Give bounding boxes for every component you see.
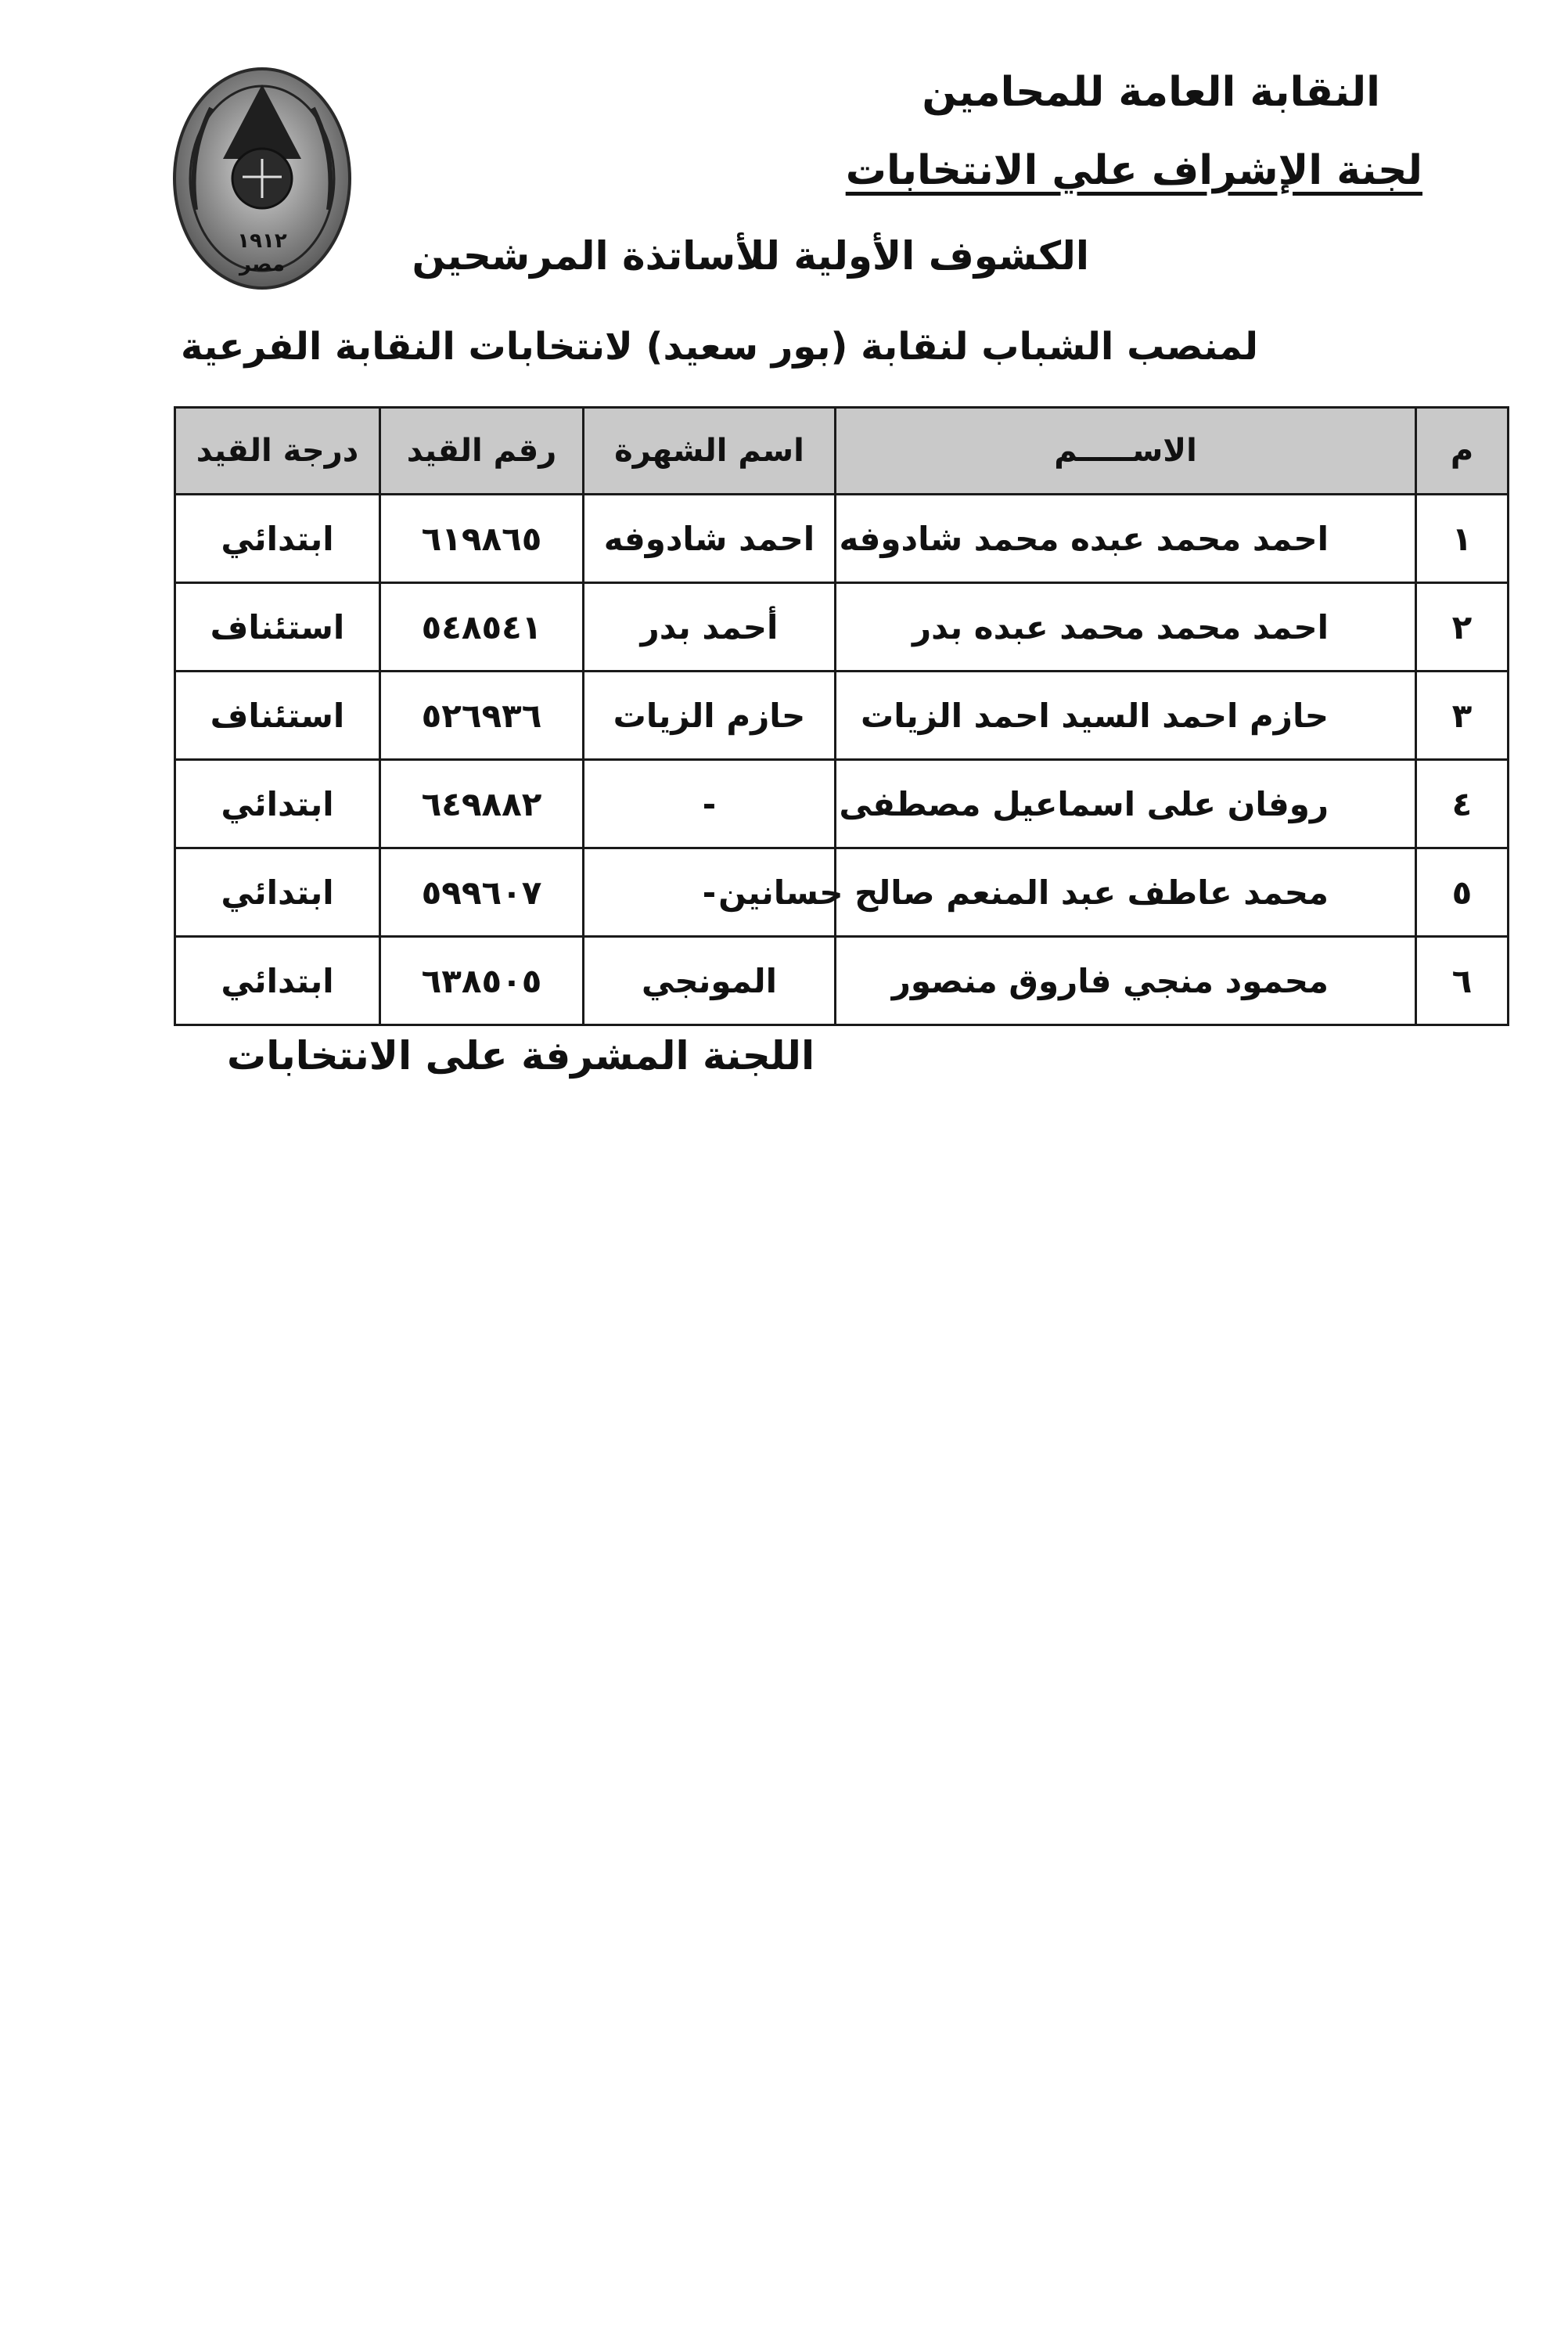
row-index: ٤ [1416, 760, 1509, 848]
supervising-committee-signature: اللجنة المشرفة على الانتخابات [227, 1033, 815, 1079]
row-index: ٢ [1416, 583, 1509, 672]
registration-number: ٦٣٨٥٠٥ [380, 937, 584, 1025]
header-registration-number: رقم القيد [380, 408, 584, 495]
table-row [175, 760, 1509, 848]
registration-degree: ابتدائي [175, 760, 380, 848]
registration-degree: ابتدائي [175, 848, 380, 937]
table-row [175, 937, 1509, 1025]
registration-number: ٥٤٨٥٤١ [380, 583, 584, 672]
registration-number: ٦١٩٨٦٥ [380, 495, 584, 583]
row-index: ١ [1416, 495, 1509, 583]
table-row [175, 583, 1509, 672]
candidate-name: محمد عاطف عبد المنعم صالح حسانين [836, 848, 1416, 937]
table-row [175, 672, 1509, 760]
committee-name: لجنة الإشراف علي الانتخابات [845, 147, 1422, 194]
candidate-nickname: أحمد بدر [584, 583, 836, 672]
header-index: م [1416, 408, 1509, 495]
registration-degree: ابتدائي [175, 937, 380, 1025]
candidate-nickname: - [584, 760, 836, 848]
registration-degree: استئناف [175, 583, 380, 672]
logo-country: مصر [239, 253, 285, 276]
registration-degree: استئناف [175, 672, 380, 760]
header-registration-degree: درجة القيد [175, 408, 380, 495]
registration-number: ٦٤٩٨٨٢ [380, 760, 584, 848]
row-index: ٥ [1416, 848, 1509, 937]
registration-number: ٥٩٩٦٠٧ [380, 848, 584, 937]
candidate-name: حازم احمد السيد احمد الزيات [836, 672, 1416, 760]
candidate-nickname: حازم الزيات [584, 672, 836, 760]
header-name: الاســـــم [836, 408, 1416, 495]
candidate-name: روفان على اسماعيل مصطفى [836, 760, 1416, 848]
registration-number: ٥٢٦٩٣٦ [380, 672, 584, 760]
logo-year: ١٩١٢ [237, 229, 287, 253]
candidates-table [174, 406, 1509, 1026]
candidate-nickname: احمد شادوفه [584, 495, 836, 583]
registration-degree: ابتدائي [175, 495, 380, 583]
candidate-name: محمود منجي فاروق منصور [836, 937, 1416, 1025]
candidate-nickname: - [584, 848, 836, 937]
document-title: الكشوف الأولية للأساتذة المرشحين [412, 233, 1089, 279]
table-row [175, 848, 1509, 937]
document-subtitle: لمنصب الشباب لنقابة (بور سعيد) لانتخابات النقابة الفرعية [180, 325, 1258, 369]
candidate-nickname: المونجي [584, 937, 836, 1025]
row-index: ٣ [1416, 672, 1509, 760]
table-row [175, 495, 1509, 583]
candidate-name: احمد محمد محمد عبده بدر [836, 583, 1416, 672]
candidate-name: احمد محمد عبده محمد شادوفه [836, 495, 1416, 583]
lawyers-syndicate-logo [164, 61, 360, 304]
row-index: ٦ [1416, 937, 1509, 1025]
header-nickname: اسم الشهرة [584, 408, 836, 495]
union-name: النقابة العامة للمحامين [922, 69, 1380, 116]
table-header-row [175, 408, 1509, 495]
